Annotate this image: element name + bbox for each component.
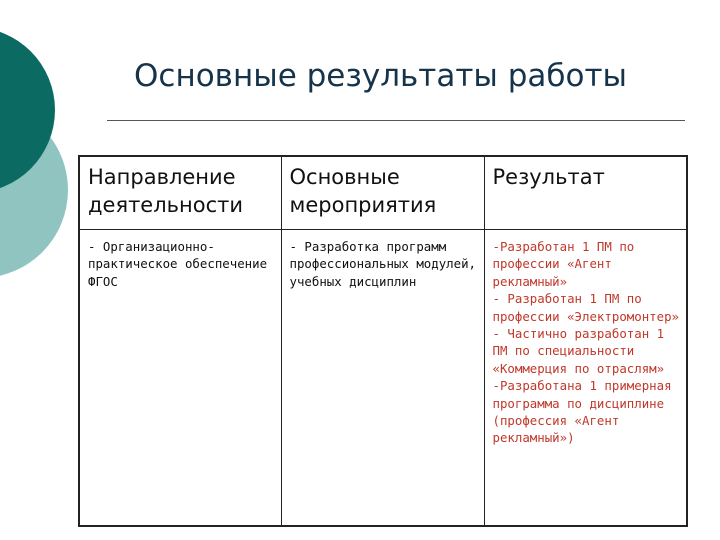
table-header-row bbox=[79, 156, 687, 230]
result-item-3: - Частично разработан 1 ПМ по специальности «Коммерция по отраслям» bbox=[492, 326, 665, 376]
page-title: Основные результаты работы bbox=[134, 58, 628, 94]
results-table bbox=[78, 155, 688, 527]
result-item-1: -Разработан 1 ПМ по профессии «Агент рекламный» bbox=[492, 239, 635, 289]
result-item-4: -Разработана 1 примерная программа по дисциплине (профессия «Агент рекламный») bbox=[492, 378, 672, 446]
title-divider bbox=[107, 120, 685, 121]
header-direction: Направление деятельности bbox=[79, 156, 281, 230]
table-row bbox=[79, 230, 687, 527]
cell-results bbox=[484, 230, 687, 527]
cell-activities: - Разработка программ профессиональных модулей, учебных дисциплин bbox=[281, 230, 484, 527]
cell-direction: - Организационно-практическое обеспечение ФГОС bbox=[79, 230, 281, 527]
header-activities: Основные мероприятия bbox=[281, 156, 484, 230]
result-item-2: - Разработан 1 ПМ по профессии «Электромонтер» bbox=[492, 291, 679, 324]
decorative-circles bbox=[0, 0, 90, 300]
header-result: Результат bbox=[484, 156, 687, 230]
